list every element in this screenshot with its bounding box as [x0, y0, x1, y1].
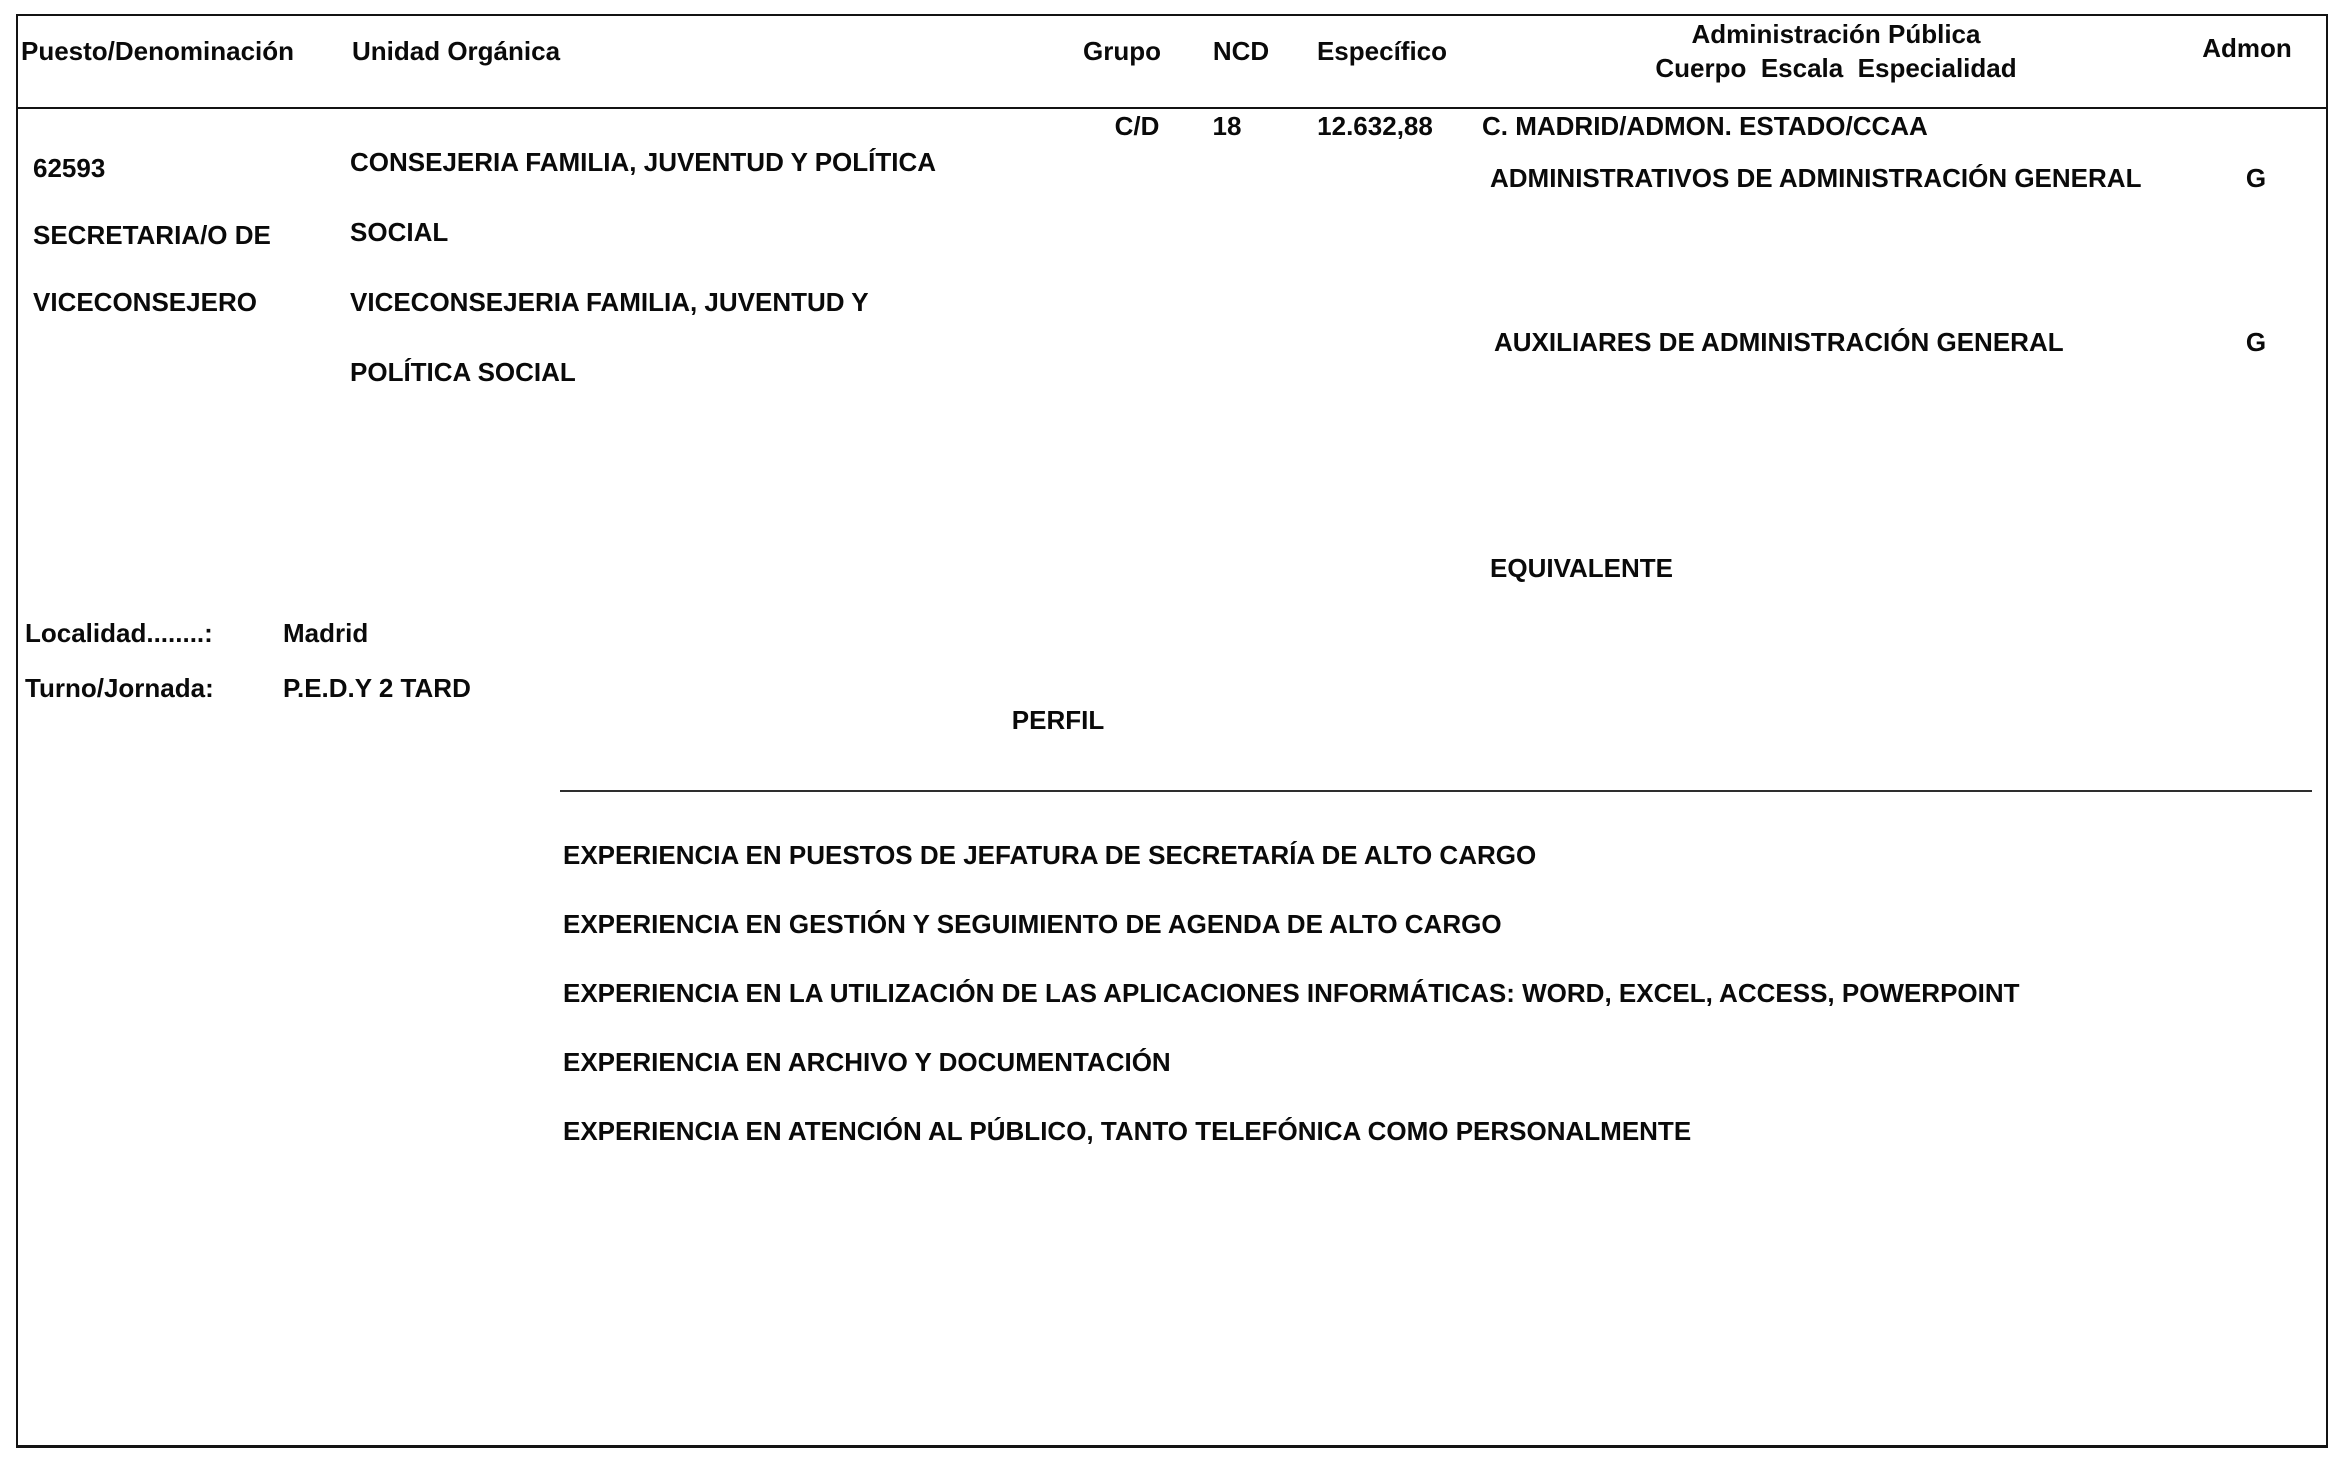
- cell-administracion-publica: C. MADRID/ADMON. ESTADO/CCAA: [1482, 111, 1928, 141]
- column-header-puesto-denominacion: Puesto/Denominación: [21, 36, 295, 66]
- perfil-item-3: EXPERIENCIA EN LA UTILIZACIÓN DE LAS APLICACIONES INFORMÁTICAS: WORD, EXCEL, ACCESS, POWERPOINT: [563, 978, 2020, 1008]
- perfil-items-list: [563, 803, 2020, 1184]
- cell-especifico: 12.632,88: [1317, 111, 1433, 141]
- column-header-ncd: NCD: [1212, 36, 1270, 66]
- perfil-title: PERFIL: [1011, 705, 1105, 735]
- unidad-organica-line4: POLÍTICA SOCIAL: [350, 357, 576, 387]
- perfil-item-4: EXPERIENCIA EN ARCHIVO Y DOCUMENTACIÓN: [563, 1047, 1171, 1077]
- column-header-cuerpo-escala-especialidad: Cuerpo Escala Especialidad: [1655, 53, 2017, 83]
- unidad-organica-line1: CONSEJERIA FAMILIA, JUVENTUD Y POLÍTICA: [350, 147, 937, 177]
- puesto-denominacion-line1: SECRETARIA/O DE: [33, 220, 271, 250]
- puesto-denominacion-line2: VICECONSEJERO: [33, 287, 257, 317]
- localidad-value: Madrid: [283, 618, 369, 648]
- turno-jornada-label: Turno/Jornada:: [25, 673, 214, 703]
- perfil-separator-line: [560, 790, 2312, 792]
- unidad-organica-line2: SOCIAL: [350, 217, 449, 247]
- unidad-organica-line3: VICECONSEJERIA FAMILIA, JUVENTUD Y: [350, 287, 869, 317]
- cuerpo-row-auxiliares: AUXILIARES DE ADMINISTRACIÓN GENERAL: [1494, 327, 2064, 357]
- cell-grupo: C/D: [1114, 111, 1160, 141]
- perfil-item-5: EXPERIENCIA EN ATENCIÓN AL PÚBLICO, TANTO TELEFÓNICA COMO PERSONALMENTE: [563, 1116, 1692, 1146]
- cuerpo-row-equivalente: EQUIVALENTE: [1490, 553, 1673, 583]
- cell-puesto-denominacion: [33, 117, 271, 354]
- column-header-especifico: Específico: [1316, 36, 1448, 66]
- column-header-administracion-publica: Administración Pública: [1691, 19, 1981, 49]
- cell-ncd: 18: [1212, 111, 1242, 141]
- cell-unidad-organica: [350, 109, 936, 425]
- column-header-admon: Admon: [2202, 33, 2292, 63]
- perfil-item-2: EXPERIENCIA EN GESTIÓN Y SEGUIMIENTO DE AGENDA DE ALTO CARGO: [563, 909, 1502, 939]
- cuerpo-row-auxiliares-admon: G: [2245, 327, 2267, 357]
- column-header-grupo: Grupo: [1083, 36, 1161, 66]
- cuerpo-row-administrativos: ADMINISTRATIVOS DE ADMINISTRACIÓN GENERAL: [1490, 163, 2142, 193]
- puesto-codigo: 62593: [33, 153, 106, 183]
- column-header-unidad-organica: Unidad Orgánica: [352, 36, 561, 66]
- localidad-label: Localidad........:: [25, 618, 213, 648]
- cuerpo-row-administrativos-admon: G: [2245, 163, 2267, 193]
- perfil-item-1: EXPERIENCIA EN PUESTOS DE JEFATURA DE SECRETARÍA DE ALTO CARGO: [563, 840, 1537, 870]
- turno-jornada-value: P.E.D.Y 2 TARD: [283, 673, 471, 703]
